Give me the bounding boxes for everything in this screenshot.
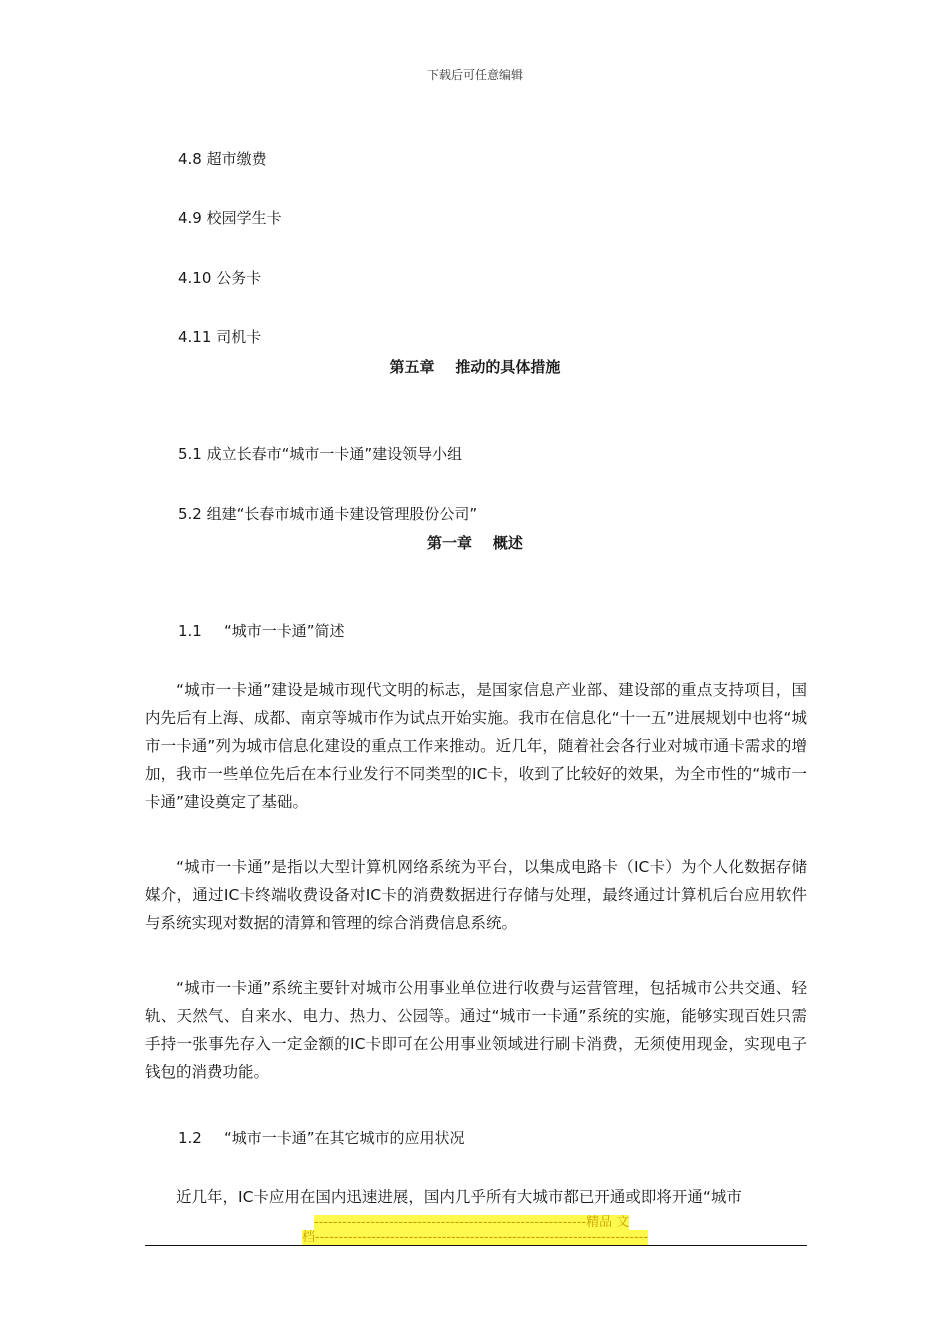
section-title: “城市一卡通”简述	[224, 622, 345, 640]
toc-item-number: 4.9	[178, 209, 202, 227]
toc-item-4-8	[178, 148, 267, 169]
section-number: 1.2	[178, 1129, 202, 1147]
toc-item-label: 公务卡	[216, 269, 262, 287]
toc-item-label: 超市缴费	[206, 150, 267, 168]
toc-item-number: 4.11	[178, 328, 212, 346]
paragraph-1: “城市一卡通”建设是城市现代文明的标志，是国家信息产业部、建设部的重点支持项目，国内先后有上海、成都、南京等城市作为试点开始实施。我市在信息化“十一五”进展规划中也将“城市一卡通”列为城市信息化建设的重点工作来推动。近几年，随着社会各行业对城市通卡需求的增加，我市一些单位先后在本行业发行不同类型的IC卡，收到了比较好的效果，为全市性的“城市一卡通”建设奠定了基础。	[145, 681, 807, 811]
paragraph-4: 近几年，IC卡应用在国内迅速进展，国内几乎所有大城市都已开通或即将开通“城市	[176, 1188, 742, 1206]
toc-item-number: 4.8	[178, 150, 202, 168]
footer-watermark-line-2	[302, 1226, 648, 1245]
toc-item-number: 4.10	[178, 269, 212, 287]
toc-item-label: 成立长春市“城市一卡通”建设领导小组	[206, 445, 463, 463]
toc-item-4-9	[178, 207, 282, 228]
footer-watermark-text: 档-----------------------------------------------------------------------	[302, 1230, 649, 1245]
toc-item-label: 校园学生卡	[206, 209, 282, 227]
footer-watermark-text: ----------------------------------------------------------精品 文	[314, 1215, 630, 1230]
toc-item-label: 司机卡	[216, 328, 262, 346]
header-note: 下载后可任意编辑	[426, 68, 523, 82]
chapter-1-title: 第一章 概述	[427, 534, 523, 552]
toc-item-5-2	[178, 503, 477, 524]
toc-item-4-11	[178, 326, 261, 347]
toc-item-5-1	[178, 443, 462, 464]
paragraph-2: “城市一卡通”是指以大型计算机网络系统为平台，以集成电路卡（IC卡）为个人化数据存储媒介，通过IC卡终端收费设备对IC卡的消费数据进行存储与处理，最终通过计算机后台应用软件与系统实现对数据的清算和管理的综合消费信息系统。	[145, 858, 807, 932]
section-title: “城市一卡通”在其它城市的应用状况	[224, 1129, 465, 1147]
paragraph-3: “城市一卡通”系统主要针对城市公用事业单位进行收费与运营管理，包括城市公共交通、轻轨、天然气、自来水、电力、热力、公园等。通过“城市一卡通”系统的实施，能够实现百姓只需手持一张事先存入一定金额的IC卡即可在公用事业领域进行刷卡消费，无须使用现金，实现电子钱包的消费功能。	[145, 979, 807, 1081]
chapter-5-title: 第五章 推动的具体措施	[389, 358, 561, 376]
toc-item-4-10	[178, 267, 261, 288]
toc-item-label: 组建“长春市城市通卡建设管理股份公司”	[206, 505, 478, 523]
footer-divider	[145, 1245, 807, 1246]
section-1-1-heading	[178, 620, 345, 641]
toc-item-number: 5.2	[178, 505, 202, 523]
section-1-2-heading	[178, 1127, 465, 1148]
toc-item-number: 5.1	[178, 445, 202, 463]
section-number: 1.1	[178, 622, 202, 640]
